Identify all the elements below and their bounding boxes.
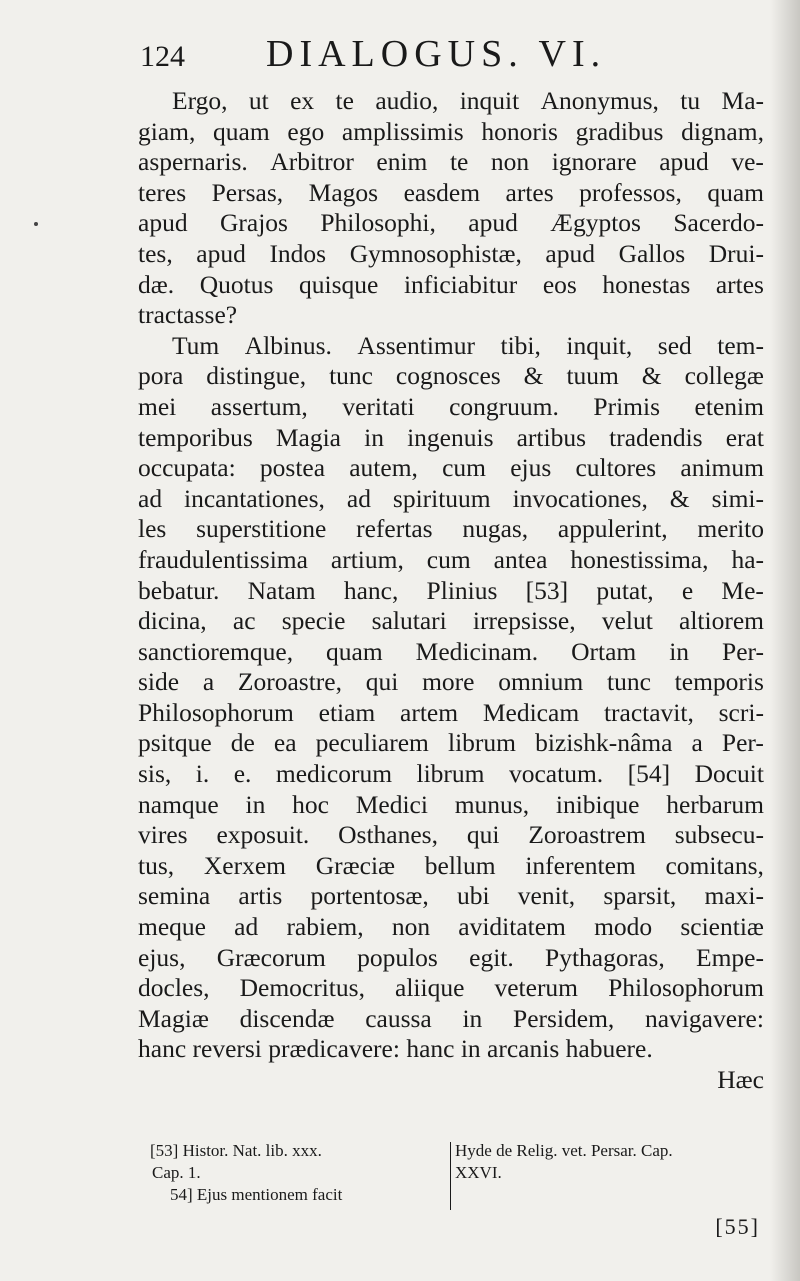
text-line: fraudulentissima artium, cum antea honestissima, ha- [138, 544, 764, 574]
text-line: giam, quam ego amplissimis honoris gradibus dignam, [138, 116, 764, 146]
text-line: tractasse? [138, 300, 238, 330]
text-line: hanc reversi prædicavere: hanc in arcanis habuere. [138, 1034, 653, 1064]
page-number: 124 [140, 40, 185, 73]
footnote-line: 54] Ejus mentionem facit [170, 1185, 343, 1204]
text-line: Magiæ discendæ caussa in Persidem, navigavere: [138, 1003, 764, 1033]
footnote-divider [450, 1142, 451, 1210]
text-line: apud Grajos Philosophi, apud Ægyptos Sacerdo- [138, 208, 764, 238]
text-line: les superstitione refertas nugas, appulerint, merito [138, 514, 764, 544]
ink-speck [34, 222, 38, 226]
text-line: vires exposuit. Osthanes, qui Zoroastrem subsecu- [138, 820, 764, 850]
text-line: pora distingue, tunc cognosces & tuum & collegæ [138, 361, 764, 391]
text-line: tes, apud Indos Gymnosophistæ, apud Gallos Drui- [138, 238, 764, 268]
text-line: ejus, Græcorum populos egit. Pythagoras, Empe- [138, 942, 764, 972]
footnote-line: [53] Histor. Nat. lib. xxx. [150, 1141, 322, 1160]
text-line: Tum Albinus. Assentimur tibi, inquit, sed tem- [172, 330, 764, 360]
text-line: Ergo, ut ex te audio, inquit Anonymus, tu Ma- [172, 86, 764, 115]
text-line: aspernaris. Arbitror enim te non ignorare apud ve- [138, 147, 764, 177]
text-line: Philosophorum etiam artem Medicam tractavit, scri- [138, 697, 764, 727]
page-header [140, 32, 780, 84]
text-line: mei assertum, veritati congruum. Primis etenim [138, 391, 764, 421]
text-line: side a Zoroastre, qui more omnium tunc temporis [138, 667, 764, 697]
footnote-left-column [150, 1140, 450, 1206]
text-line: meque ad rabiem, non aviditatem modo scientiæ [138, 912, 764, 942]
text-line: sis, i. e. medicorum librum vocatum. [54] Docuit [138, 759, 764, 789]
footnote-right-column [455, 1140, 770, 1184]
text-line: psitque de ea peculiarem librum bizishk-nâma a Per- [138, 728, 764, 758]
footnotes [150, 1140, 770, 1220]
footnote-line: Cap. 1. [152, 1163, 201, 1182]
text-line: ad incantationes, ad spirituum invocationes, & simi- [138, 483, 764, 513]
footnote-line: XXVI. [455, 1163, 502, 1182]
text-line: tus, Xerxem Græciæ bellum inferentem comitans, [138, 850, 764, 880]
body-text [138, 86, 764, 1096]
text-line: semina artis portentosæ, ubi venit, sparsit, maxi- [138, 881, 764, 911]
text-line: dicina, ac specie salutari irrepsisse, velut altiorem [138, 606, 764, 636]
text-line: teres Persas, Magos easdem artes professos, quam [138, 177, 764, 207]
text-line: occupata: postea autem, cum ejus cultores animum [138, 453, 764, 483]
text-line: Hæc [717, 1065, 764, 1094]
running-title: DIALOGUS. VI. [266, 33, 607, 75]
text-line: sanctioremque, quam Medicinam. Ortam in Per- [138, 636, 764, 666]
text-line: docles, Democritus, aliique veterum Philosophorum [138, 973, 764, 1003]
text-line: dæ. Quotus quisque inficiabitur eos honestas artes [138, 269, 764, 299]
text-line: bebatur. Natam hanc, Plinius [53] putat, e Me- [138, 575, 764, 605]
footnote-line: Hyde de Relig. vet. Persar. Cap. [455, 1141, 673, 1160]
text-line: namque in hoc Medici munus, inibique herbarum [138, 789, 764, 819]
signature-mark: [55] [715, 1214, 760, 1239]
text-line: temporibus Magia in ingenuis artibus tradendis erat [138, 422, 764, 452]
